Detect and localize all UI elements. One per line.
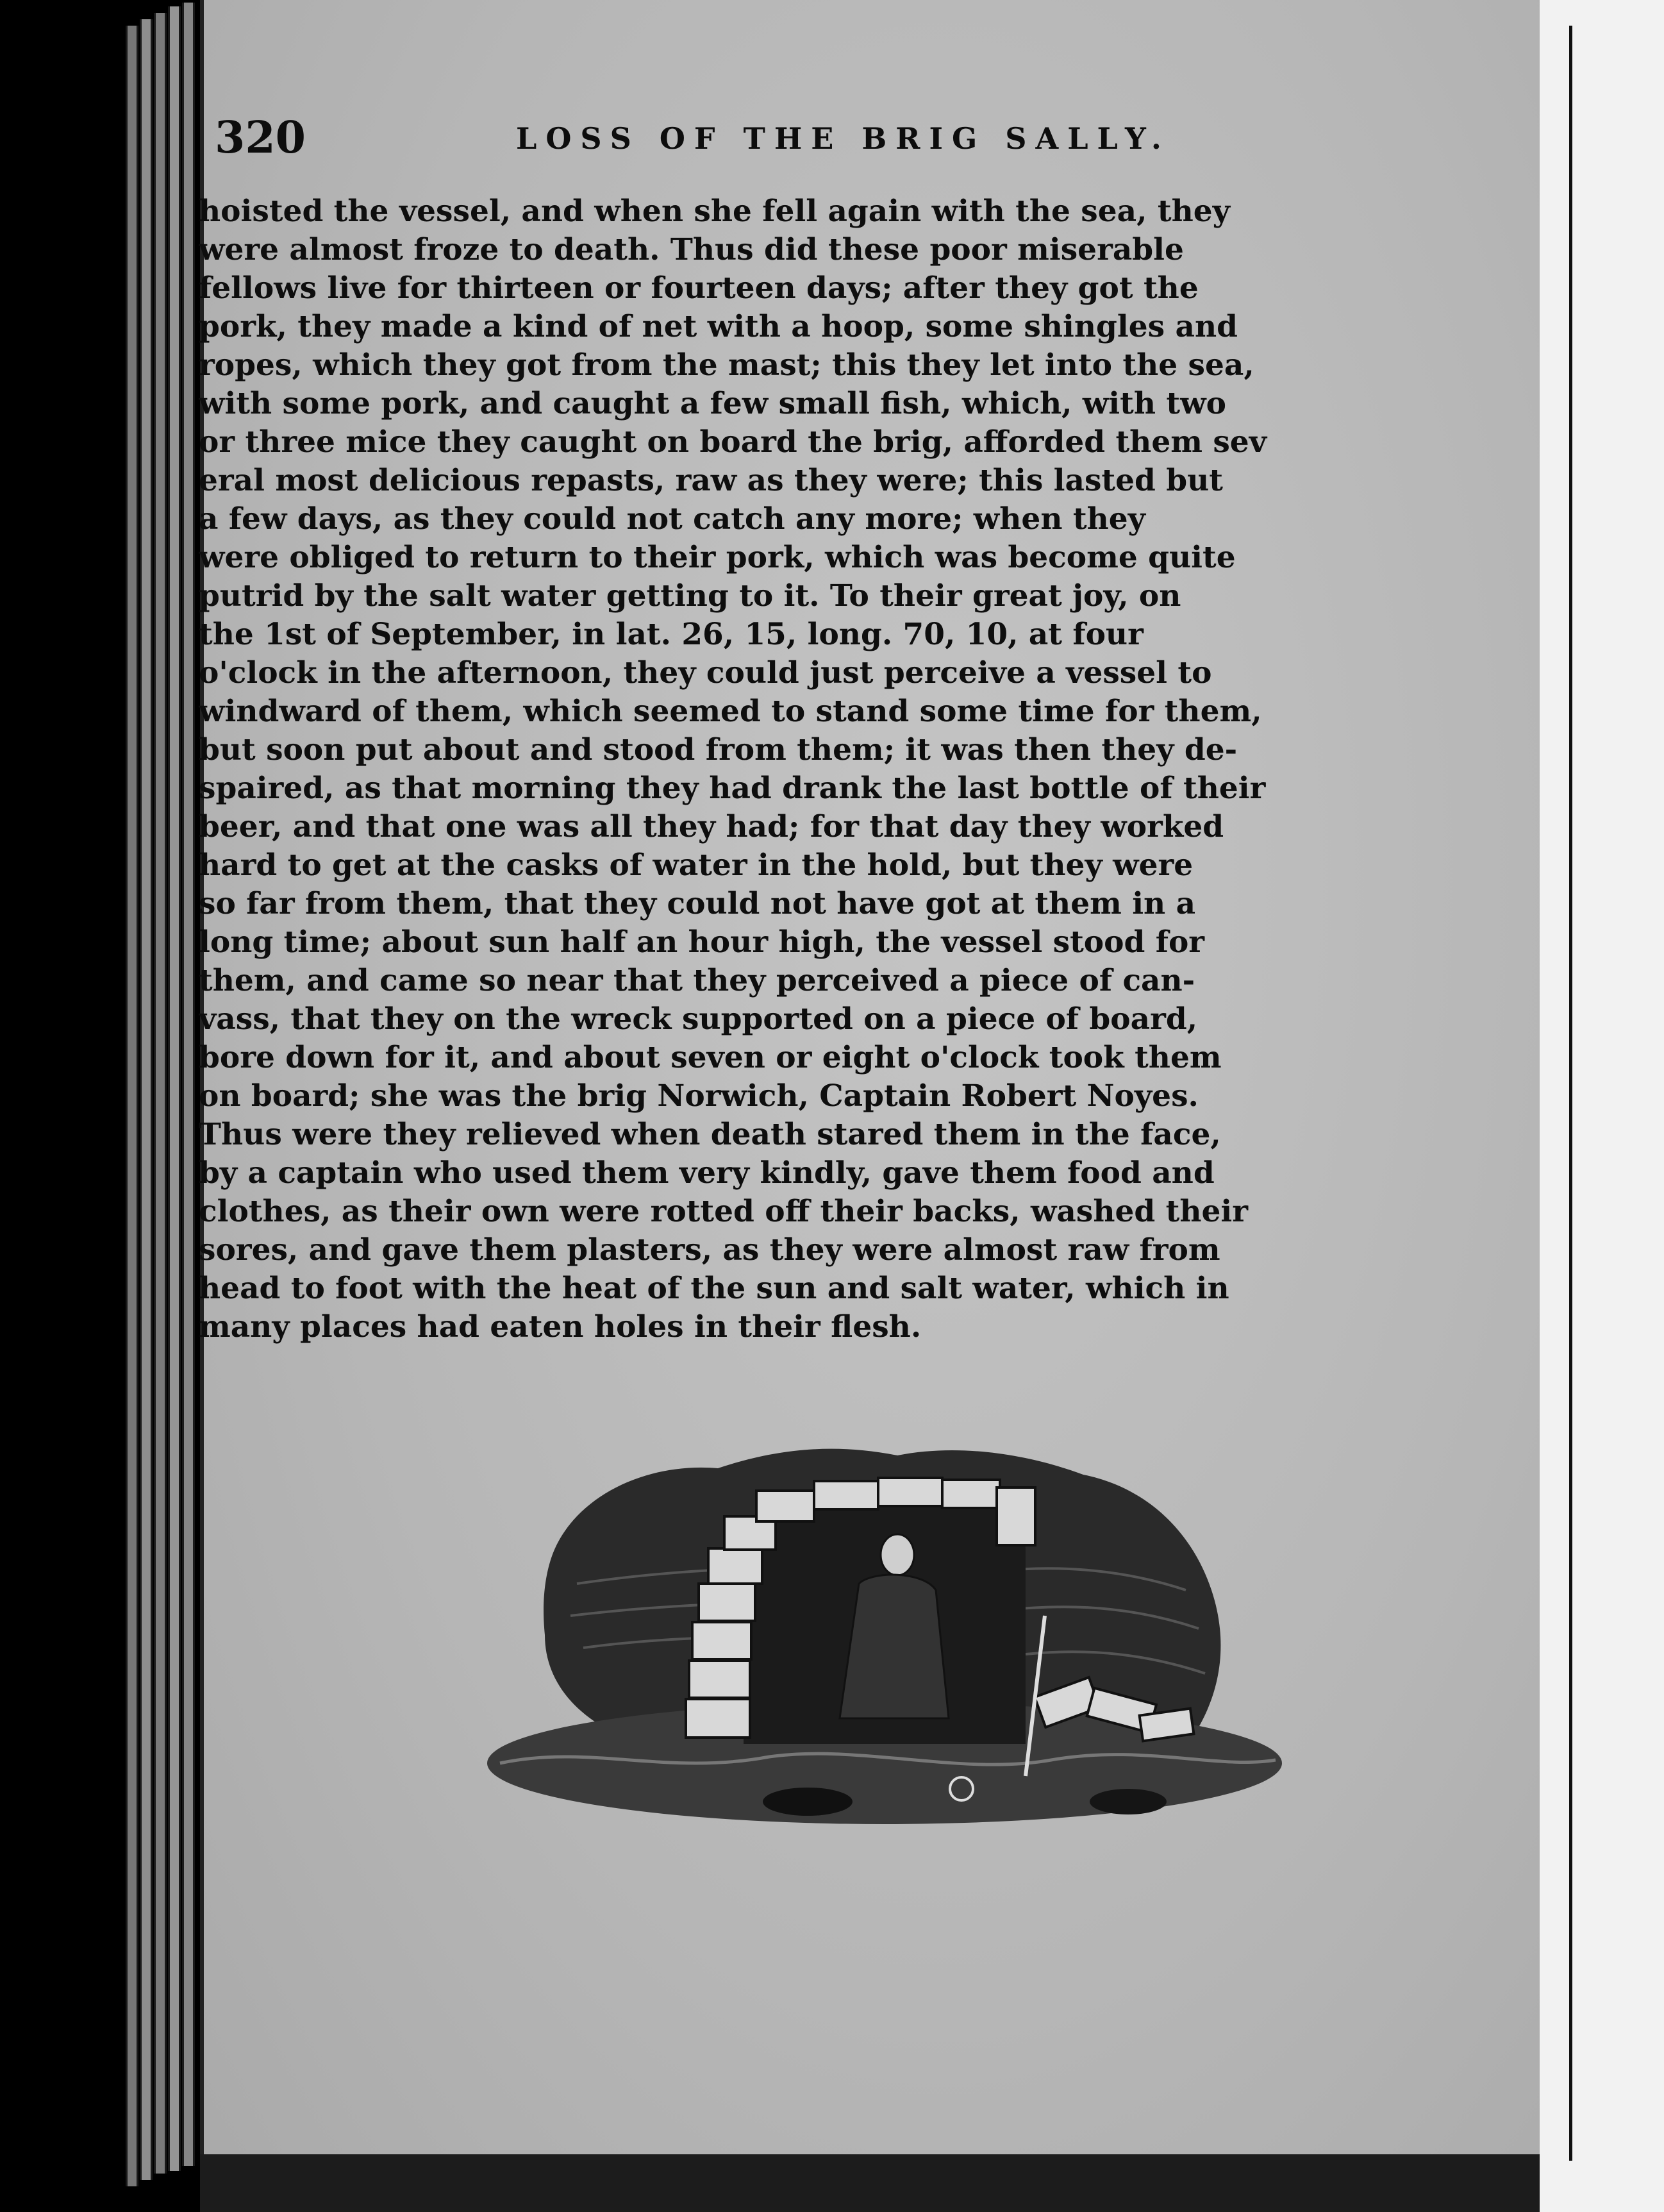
text-line: ropes, which they got from the mast; this they let into the sea, [199,348,1254,383]
running-title: LOSS OF THE BRIG SALLY. [516,121,1170,156]
text-line: eral most delicious repasts, raw as they were; this lasted but [199,463,1223,498]
text-line: spaired, as that morning they had drank the last bottle of their [199,771,1266,806]
text-line: sores, and gave them plasters, as they were almost raw from [199,1232,1220,1268]
text-line: pork, they made a kind of net with a hoop, some shingles and [199,309,1238,344]
page-edge [168,6,181,2171]
page-bottom-shadow [200,2154,1540,2212]
text-line: a few days, as they could not catch any more; when they [199,501,1145,537]
text-line: the 1st of September, in lat. 26, 15, long. 70, 10, at four [199,617,1144,652]
text-line: were almost froze to death. Thus did these poor miserable [199,232,1184,267]
woodcut-illustration [474,1443,1308,1840]
page-edge [140,19,153,2180]
text-line: were obliged to return to their pork, which was become quite [199,540,1236,575]
text-line: hoisted the vessel, and when she fell again with the sea, they [199,194,1230,229]
text-line: so far from them, that they could not have got at them in a [199,886,1196,921]
gutter-line [1569,26,1572,2161]
text-line: many places had eaten holes in their flesh. [199,1309,922,1345]
page-edge [126,26,138,2186]
engraving-foreground-rock [1090,1789,1167,1814]
next-leaf-margin [1540,0,1664,2212]
page-edge [154,13,167,2174]
text-line: beer, and that one was all they had; for that day they worked [199,809,1224,844]
engraving-foreground-rock [763,1788,853,1816]
text-line: windward of them, which seemed to stand some time for them, [199,694,1262,729]
engraving-figure-head [881,1534,914,1575]
text-line: bore down for it, and about seven or eight o'clock took them [199,1040,1222,1075]
text-line: hard to get at the casks of water in the hold, but they were [199,848,1194,883]
text-line: vass, that they on the wreck supported on a piece of board, [199,1001,1198,1037]
text-line: o'clock in the afternoon, they could just perceive a vessel to [199,655,1212,691]
wreck-shelter-engraving [474,1443,1308,1840]
text-line: on board; she was the brig Norwich, Captain Robert Noyes. [199,1078,1199,1114]
body-text [199,192,1455,1346]
text-line: Thus were they relieved when death stared them in the face, [199,1117,1221,1152]
text-line: long time; about sun half an hour high, the vessel stood for [199,925,1205,960]
text-line: or three mice they caught on board the brig, afforded them sev [199,424,1267,460]
page-number: 320 [215,112,306,163]
text-line: head to foot with the heat of the sun and salt water, which in [199,1271,1229,1306]
text-line: with some pork, and caught a few small fish, which, with two [199,386,1226,421]
text-line: them, and came so near that they perceived a piece of can- [199,963,1195,998]
running-head [215,112,1343,170]
page-edge [182,3,195,2166]
text-line: by a captain who used them very kindly, gave them food and [199,1155,1215,1191]
text-line: but soon put about and stood from them; it was then they de- [199,732,1238,767]
text-line: clothes, as their own were rotted off their backs, washed their [199,1194,1249,1229]
text-line: putrid by the salt water getting to it. To their great joy, on [199,578,1181,614]
text-line: fellows live for thirteen or fourteen days; after they got the [199,271,1199,306]
